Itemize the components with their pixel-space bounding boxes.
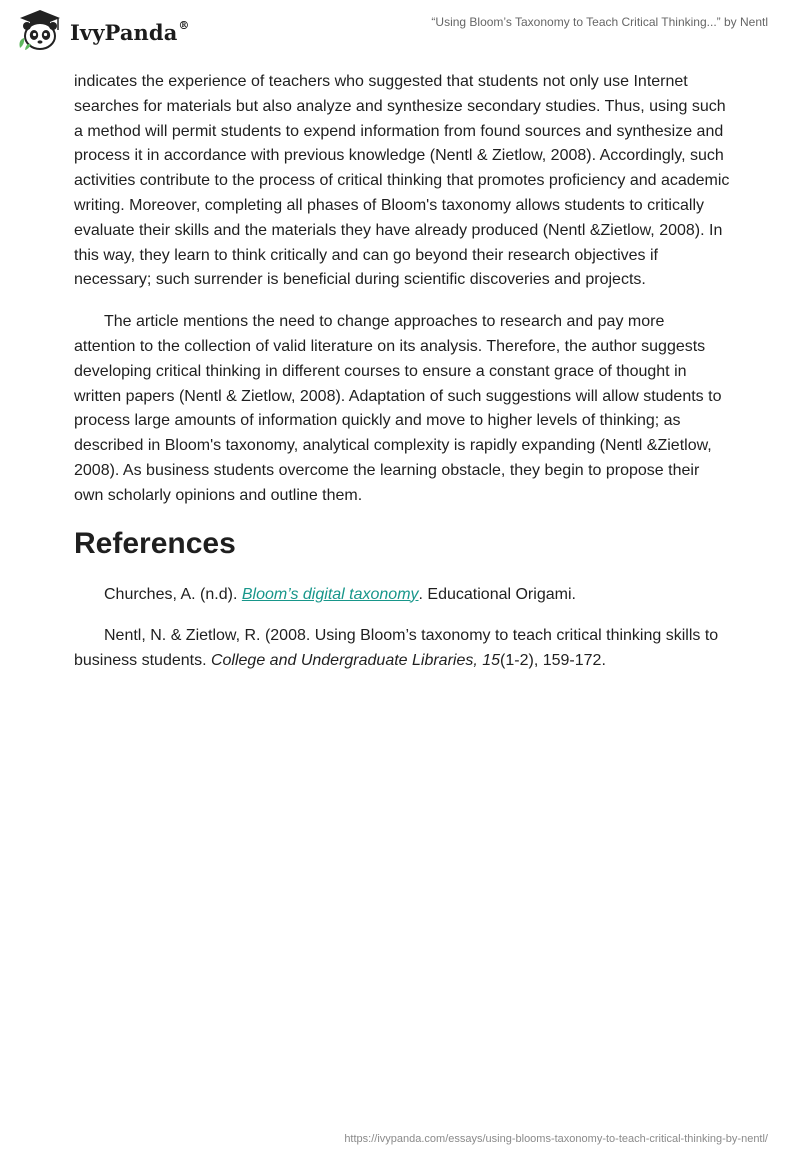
journal-title: College and Undergraduate Libraries, 15 [210, 651, 501, 669]
body-paragraph: indicates the experience of teachers who suggested that students not only use Internet searches for materials but also analyze and synthesize secondary studies. Thus, using such a method will permit students to expend information from found sources and synthesize and process it in accordance with previous knowledge (Nentl & Zietlow, 2008). Accordingly, such activities contribute to the process of critical thinking that promotes proficiency and academic writing. Moreover, completing all phases of Bloom's taxonomy allows students to critically evaluate their skills and the materials they have already produced (Nentl &Zietlow, 2008). In this way, they learn to think critically and can go beyond their research objectives if necessary; such surrender is beneficial during scientific discoveries and projects. [74, 73, 730, 289]
reference-entry: Nentl, N. & Zietlow, R. (2008. Using Bloom’s taxonomy to teach critical thinking skills to business students. College and Undergraduate Libraries, 15(1-2), 159-172. [74, 626, 719, 669]
page-header [0, 0, 800, 70]
panda-icon [16, 8, 64, 52]
body-paragraph: The article mentions the need to change approaches to research and pay more attention to the collection of valid literature on its analysis. Therefore, the author suggests developing critical thinking in different courses to ensure a constant grace of thought in written papers (Nentl & Zietlow, 2008). Adaptation of such suggestions will allow students to process large amounts of information quickly and move to higher levels of thinking; as described in Bloom's taxonomy, analytical complexity is rapidly expanding (Nentl &Zietlow, 2008). As business students overcome the learning obstacle, they begin to propose their own scholarly opinions and outline them. [74, 313, 722, 504]
references-heading: References [74, 526, 236, 560]
document-title: “Using Bloom’s Taxonomy to Teach Critical Thinking...” by Nentl [431, 15, 768, 29]
page-url: https://ivypanda.com/essays/using-blooms-taxonomy-to-teach-critical-thinking-by-nentl/ [344, 1133, 768, 1145]
brand-name: IvyPanda® [70, 18, 190, 45]
reference-link[interactable]: Bloom’s digital taxonomy [241, 585, 419, 603]
essay-content [74, 70, 730, 689]
ivypanda-logo[interactable] [16, 8, 190, 52]
reference-entry: Churches, A. (n.d). Bloom’s digital taxonomy. Educational Origami. [104, 585, 576, 603]
